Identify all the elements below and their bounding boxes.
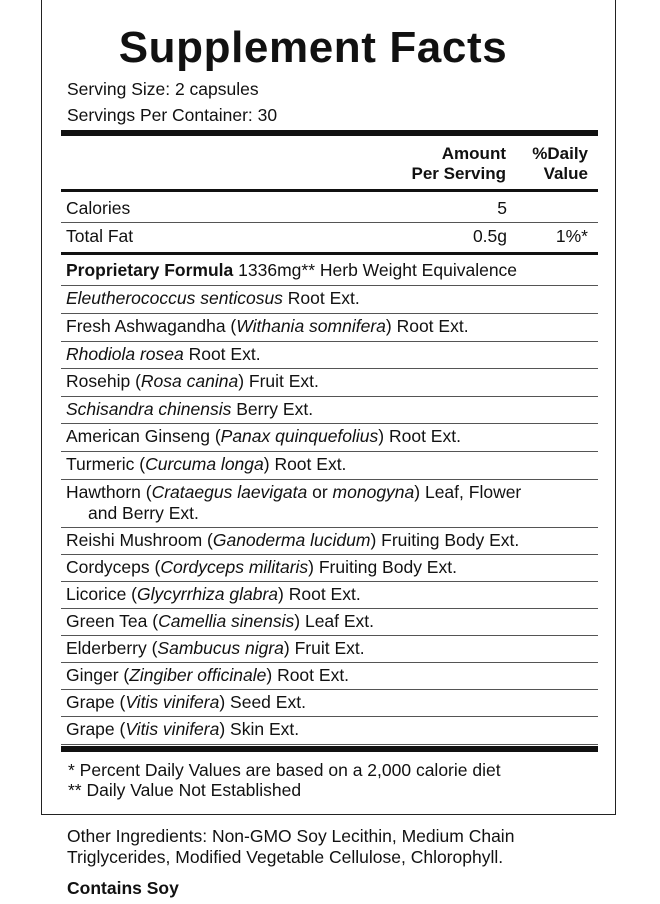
ingredient-text: ) Root Ext. <box>385 316 469 336</box>
label-title: Supplement Facts <box>118 23 508 72</box>
row-divider <box>61 285 598 286</box>
ingredient-text: Elderberry ( <box>66 638 158 658</box>
row-divider <box>61 341 598 342</box>
row-divider <box>61 554 598 555</box>
ingredient-row <box>66 719 596 740</box>
dv-header-line1: %Daily <box>532 144 588 163</box>
proprietary-formula <box>66 259 517 281</box>
amount-header-line1: Amount <box>441 144 506 163</box>
ingredient-text: ) Leaf, Flower <box>414 482 522 502</box>
servings-per-container: Servings Per Container: 30 <box>67 105 278 125</box>
ingredient-latin-name: Zingiber officinale <box>129 665 267 685</box>
ingredient-text: ) Root Ext. <box>266 665 350 685</box>
row-divider <box>61 662 598 663</box>
ingredient-text-line2: and Berry Ext. <box>88 503 199 523</box>
ingredient-text: Turmeric ( <box>66 454 146 474</box>
nutrient-name-calories: Calories <box>66 198 131 218</box>
ingredient-latin-name: Curcuma longa <box>145 454 264 474</box>
ingredient-text: or <box>307 482 333 502</box>
ingredient-text: ) Root Ext. <box>278 584 361 604</box>
other-ingredients <box>67 826 627 868</box>
ingredient-row <box>66 692 596 713</box>
ingredient-latin-name: Ganoderma lucidum <box>212 530 371 550</box>
ingredient-latin-name: Panax quinquefolius <box>220 426 379 446</box>
ingredient-latin-name: Vitis vinifera <box>125 692 220 712</box>
ingredient-row <box>66 584 596 605</box>
ingredient-text: ) Fruiting Body Ext. <box>370 530 520 550</box>
footnote-not-established: ** Daily Value Not Established <box>68 780 302 800</box>
ingredient-text: ) Seed Ext. <box>219 692 306 712</box>
ingredient-text: Grape ( <box>66 719 126 739</box>
row-divider <box>61 313 598 314</box>
thick-divider <box>61 130 598 136</box>
other-ingredients-line2: Triglycerides, Modified Vegetable Cellulose, Chlorophyll. <box>67 847 504 867</box>
row-divider <box>61 689 598 690</box>
row-divider <box>61 368 598 369</box>
other-ingredients-line1: Other Ingredients: Non-GMO Soy Lecithin, Medium Chain <box>67 826 515 846</box>
ingredient-row <box>66 288 596 309</box>
ingredient-row <box>66 611 596 632</box>
row-divider <box>61 479 598 480</box>
ingredient-text: Licorice ( <box>66 584 137 604</box>
ingredient-latin-name: Vitis vinifera <box>125 719 220 739</box>
row-divider <box>61 451 598 452</box>
ingredient-text: ) Fruit Ext. <box>283 638 365 658</box>
row-divider <box>61 635 598 636</box>
row-divider <box>61 396 598 397</box>
allergen-statement: Contains Soy <box>67 878 179 898</box>
ingredient-latin-name: Cordyceps militaris <box>160 557 309 577</box>
ingredient-text: Root Ext. <box>183 344 261 364</box>
ingredient-text: Rosehip ( <box>66 371 141 391</box>
row-divider <box>61 423 598 424</box>
ingredient-text: Reishi Mushroom ( <box>66 530 213 550</box>
row-divider <box>61 716 598 717</box>
ingredient-text: ) Root Ext. <box>263 454 347 474</box>
row-divider <box>61 527 598 528</box>
proprietary-formula-detail: 1336mg** Herb Weight Equivalence <box>238 260 518 280</box>
ingredient-latin-name: Rosa canina <box>140 371 239 391</box>
ingredient-latin-name: Schisandra chinensis <box>66 399 232 419</box>
ingredient-row <box>66 454 596 475</box>
nutrient-amount-calories: 5 <box>497 198 507 218</box>
ingredient-text: Fresh Ashwagandha ( <box>66 316 237 336</box>
header-divider <box>61 189 598 192</box>
amount-header-line2: Per Serving <box>411 164 506 183</box>
ingredient-latin-name: Sambucus nigra <box>157 638 284 658</box>
footnote-daily-values: * Percent Daily Values are based on a 2,000 calorie diet <box>68 760 501 780</box>
ingredient-latin-name: Withania somnifera <box>236 316 386 336</box>
ingredient-text: Ginger ( <box>66 665 130 685</box>
ingredient-latin-name: Rhodiola rosea <box>66 344 184 364</box>
ingredient-text: ) Fruit Ext. <box>238 371 319 391</box>
ingredient-latin-name: Camellia sinensis <box>158 611 295 631</box>
nutrient-amount-total-fat: 0.5g <box>472 226 507 246</box>
ingredient-text: Berry Ext. <box>231 399 314 419</box>
ingredient-text: Green Tea ( <box>66 611 159 631</box>
ingredient-row <box>66 371 596 392</box>
daily-value-header <box>532 144 588 184</box>
ingredient-text: Hawthorn ( <box>66 482 152 502</box>
amount-header <box>412 144 507 184</box>
ingredient-latin-name: monogyna <box>332 482 415 502</box>
row-divider <box>61 581 598 582</box>
ingredient-text: ) Root Ext. <box>378 426 461 446</box>
ingredient-row <box>66 530 596 551</box>
ingredient-text: ) Skin Ext. <box>219 719 300 739</box>
ingredient-latin-name: Crataegus laevigata <box>151 482 308 502</box>
ingredient-row <box>66 638 596 659</box>
row-divider <box>61 744 598 745</box>
ingredient-row <box>66 665 596 686</box>
thick-divider-bottom <box>61 746 598 752</box>
ingredient-text: Root Ext. <box>282 288 360 308</box>
ingredient-text: Grape ( <box>66 692 126 712</box>
nutrient-divider <box>61 252 598 255</box>
ingredient-row <box>66 344 596 365</box>
ingredient-text: ) Fruiting Body Ext. <box>308 557 457 577</box>
ingredient-row <box>66 316 596 337</box>
ingredient-latin-name: Eleutherococcus senticosus <box>66 288 283 308</box>
dv-header-line2: Value <box>543 164 588 183</box>
serving-size: Serving Size: 2 capsules <box>67 79 259 99</box>
proprietary-formula-name: Proprietary Formula <box>66 260 234 280</box>
ingredient-row <box>66 482 596 524</box>
ingredient-row <box>66 426 596 447</box>
ingredient-text: American Ginseng ( <box>66 426 221 446</box>
nutrient-name-total-fat: Total Fat <box>66 226 134 246</box>
ingredient-text: ) Leaf Ext. <box>294 611 375 631</box>
ingredient-row <box>66 557 596 578</box>
ingredient-latin-name: Glycyrrhiza glabra <box>137 584 279 604</box>
ingredient-row <box>66 399 596 420</box>
row-divider <box>61 608 598 609</box>
ingredient-text: Cordyceps ( <box>66 557 161 577</box>
nutrient-dv-total-fat: 1%* <box>555 226 588 246</box>
row-divider <box>61 222 598 223</box>
